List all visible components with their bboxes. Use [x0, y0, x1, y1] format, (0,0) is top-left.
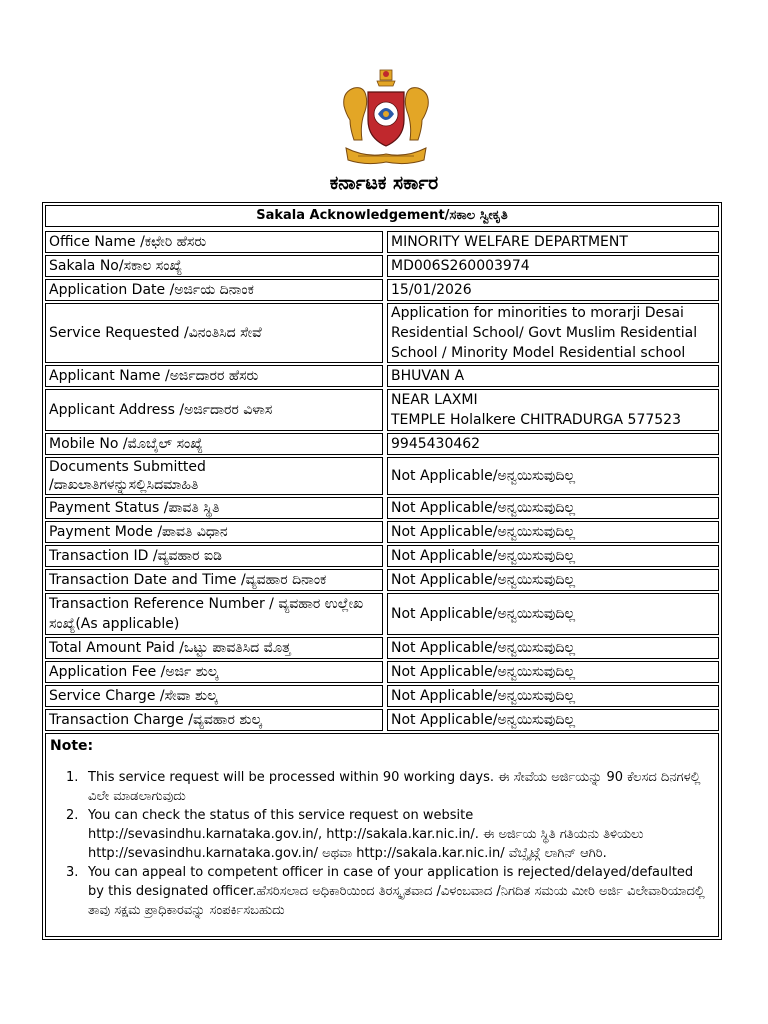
row-value: 9945430462 — [387, 433, 719, 455]
row-value: Not Applicable/ಅನ್ವಯಿಸುವುದಿಲ್ಲ — [387, 593, 719, 635]
row-value: BHUVAN A — [387, 365, 719, 387]
table-row — [45, 389, 719, 431]
note-list — [66, 768, 706, 920]
row-value: 15/01/2026 — [387, 279, 719, 301]
row-label: Transaction ID /ವ್ಯವಹಾರ ಐಡಿ — [45, 545, 383, 567]
row-value: MINORITY WELFARE DEPARTMENT — [387, 231, 719, 253]
table-row — [45, 303, 719, 363]
row-value: Not Applicable/ಅನ್ವಯಿಸುವುದಿಲ್ಲ — [387, 685, 719, 707]
acknowledgement-header: Sakala Acknowledgement/ಸಕಾಲ ಸ್ವೀಕೃತಿ — [45, 205, 719, 227]
row-value: Not Applicable/ಅನ್ವಯಿಸುವುದಿಲ್ಲ — [387, 521, 719, 543]
table-row — [45, 569, 719, 591]
table-row — [45, 497, 719, 519]
row-label: Transaction Charge /ವ್ಯವಹಾರ ಶುಲ್ಕ — [45, 709, 383, 731]
row-value: Not Applicable/ಅನ್ವಯಿಸುವುದಿಲ್ಲ — [387, 637, 719, 659]
list-item: 2. You can check the status of this service request on website http://sevasindhu.karnataka.gov.in/, http://sakala.kar.nic.in/. ಈ ಅರ್ಜಿಯ ಸ್ಥಿತಿ ಗತಿಯನು ತಿಳಿಯಲು http://sevasindhu.karnataka.gov.in/ ಅಥವಾ http://sakala.kar.nic.in/ ವೆಬ್ಸೈಟ್ಗೆ ಲಾಗಿನ್ ಆಗಿರಿ. — [66, 808, 644, 861]
row-label: Sakala No/ಸಕಾಲ ಸಂಖ್ಯೆ — [45, 255, 383, 277]
note-title: Note: — [50, 738, 94, 754]
row-label: Applicant Address /ಅರ್ಜಿದಾರರ ವಿಳಾಸ — [45, 389, 383, 431]
note-section — [45, 733, 719, 937]
table-row — [45, 457, 719, 495]
emblem-right-lion — [405, 88, 428, 140]
table-row — [45, 255, 719, 277]
karnataka-emblem-icon — [336, 68, 436, 168]
row-label: Mobile No /ಮೊಬೈಲ್ ಸಂಖ್ಯೆ — [45, 433, 383, 455]
table-row — [45, 637, 719, 659]
table-row — [45, 685, 719, 707]
government-title: ಕರ್ನಾಟಕ ಸರ್ಕಾರ — [329, 172, 439, 194]
row-value: Not Applicable/ಅನ್ವಯಿಸುವುದಿಲ್ಲ — [387, 661, 719, 683]
row-label: Payment Status /ಪಾವತಿ ಸ್ಥಿತಿ — [45, 497, 383, 519]
row-label: Application Date /ಅರ್ಜಿಯ ದಿನಾಂಕ — [45, 279, 383, 301]
table-row — [45, 433, 719, 455]
table-row — [45, 365, 719, 387]
table-row — [45, 709, 719, 731]
row-value: Not Applicable/ಅನ್ವಯಿಸುವುದಿಲ್ಲ — [387, 545, 719, 567]
row-label: Transaction Reference Number / ವ್ಯವಹಾರ ಉಲ್ಲೇಖ ಸಂಖ್ಯೆ(As applicable) — [45, 593, 383, 635]
row-value: Not Applicable/ಅನ್ವಯಿಸುವುದಿಲ್ಲ — [387, 709, 719, 731]
acknowledgement-table — [42, 202, 722, 940]
row-label: Office Name /ಕಛೇರಿ ಹೆಸರು — [45, 231, 383, 253]
row-value: MD006S260003974 — [387, 255, 719, 277]
emblem-crown — [377, 70, 395, 86]
row-label: Service Charge /ಸೇವಾ ಶುಲ್ಕ — [45, 685, 383, 707]
row-label: Service Requested /ವಿನಂತಿಸಿದ ಸೇವೆ — [45, 303, 383, 363]
row-value: Application for minorities to morarji Desai Residential School/ Govt Muslim Residential School / Minority Model Residential school — [387, 303, 719, 363]
table-row — [45, 231, 719, 253]
table-row — [45, 521, 719, 543]
row-value: Not Applicable/ಅನ್ವಯಿಸುವುದಿಲ್ಲ — [387, 497, 719, 519]
row-label: Transaction Date and Time /ವ್ಯವಹಾರ ದಿನಾಂಕ — [45, 569, 383, 591]
row-label: Total Amount Paid /ಒಟ್ಟು ಪಾವತಿಸಿದ ಮೊತ್ತ — [45, 637, 383, 659]
table-row — [45, 593, 719, 635]
table-row — [45, 661, 719, 683]
list-item: 1. This service request will be processed within 90 working days. ಈ ಸೇವೆಯ ಅರ್ಜಿಯನ್ನು 90 ಕೆಲಸದ ದಿನಗಳಲ್ಲಿ ವಿಲೇ ಮಾಡಲಾಗುವುದು — [66, 770, 701, 804]
list-item: 3. You can appeal to competent officer in case of your application is rejected/delayed/defaulted by this designated officer.ಹೆಸರಿಸಲಾದ ಅಧಿಕಾರಿಯಿಂದ ತಿರಸ್ಕೃತವಾದ /ವಿಳಂಬವಾದ /ನಿಗದಿತ ಸಮಯ ಮೀರಿ ಅರ್ಜಿ ವಿಲೇವಾರಿಯಾದಲ್ಲಿ ತಾವು ಸಕ್ಷಮ ಪ್ರಾಧಿಕಾರವನ್ನು ಸಂಪರ್ಕಿಸಬಹುದು — [66, 865, 705, 918]
row-label: Applicant Name /ಅರ್ಜಿದಾರರ ಹೆಸರು — [45, 365, 383, 387]
row-label: Application Fee /ಅರ್ಜಿ ಶುಲ್ಕ — [45, 661, 383, 683]
emblem-left-lion — [344, 88, 367, 140]
table-row — [45, 279, 719, 301]
row-value: NEAR LAXMI TEMPLE Holalkere CHITRADURGA 577523 — [387, 389, 719, 431]
table-row — [45, 545, 719, 567]
row-label: Documents Submitted /ದಾಖಲಾತಿಗಳನ್ನುಸಲ್ಲಿಸಿದಮಾಹಿತಿ — [45, 457, 383, 495]
row-value: Not Applicable/ಅನ್ವಯಿಸುವುದಿಲ್ಲ — [387, 457, 719, 495]
row-value: Not Applicable/ಅನ್ವಯಿಸುವುದಿಲ್ಲ — [387, 569, 719, 591]
row-label: Payment Mode /ಪಾವತಿ ವಿಧಾನ — [45, 521, 383, 543]
